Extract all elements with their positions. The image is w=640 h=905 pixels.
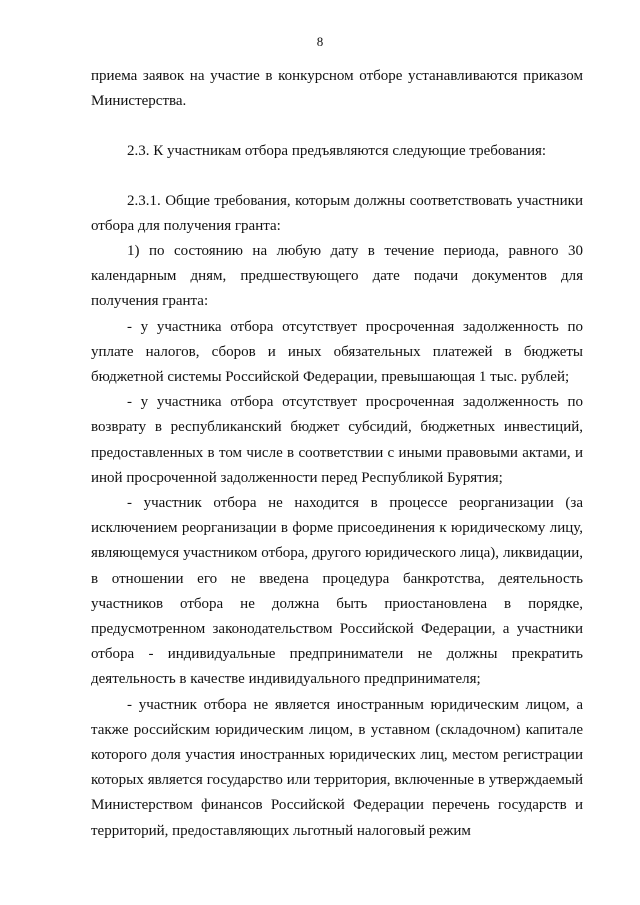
paragraph-budget-debt: - у участника отбора отсутствует просроченная задолженность по возврату в республиканский бюджет субсидий, бюджетных инвестиций, предоставленных в том числе в соответствии с иными правовыми актами, и иной просроченной задолженности перед Республикой Бурятия; xyxy=(91,394,583,486)
paragraph-taxes: - у участника отбора отсутствует просроченная задолженность по уплате налогов, сборов и иных обязательных платежей в бюджеты бюджетной системы Российской Федерации, превышающая 1 тыс. рублей; xyxy=(91,318,583,386)
paragraph-item-1: 1) по состоянию на любую дату в течение периода, равного 30 календарным дням, предшествующего дате подачи документов для получения гранта: xyxy=(91,243,583,310)
paragraph-2-3-1: 2.3.1. Общие требования, которым должны соответствовать участники отбора для получения гранта: xyxy=(91,192,583,234)
paragraph-reorganization: - участник отбора не находится в процессе реорганизации (за исключением реорганизации в форме присоединения к юридическому лицу, являющемуся участником отбора, другого юридического лица), ликвидации, в отношении его не введена процедура банкротства, деятельность участников отбора не должна быть приостановлена в порядке, предусмотренном законодательством Российской Федерации, а участники отбора - индивидуальные предприниматели не должны прекратить деятельность в качестве индивидуального предпринимателя; xyxy=(91,495,583,688)
section-heading-2-3: 2.3. К участникам отбора предъявляются следующие требования: xyxy=(127,143,547,160)
paragraph-foreign-entity: - участник отбора не является иностранным юридическим лицом, а также российским юридическим лицом, в уставном (складочном) капитале которого доля участия иностранных юридических лиц, местом регистрации которых является государство или территория, включенные в утверждаемый Министерством финансов Российской Федерации перечень государств и территорий, предоставляющих льготный налоговый режим xyxy=(91,696,583,839)
paragraph-continuation: приема заявок на участие в конкурсном отборе устанавливаются приказом Министерства. xyxy=(91,68,583,110)
document-body xyxy=(91,64,583,844)
page-number: 8 xyxy=(316,34,324,49)
